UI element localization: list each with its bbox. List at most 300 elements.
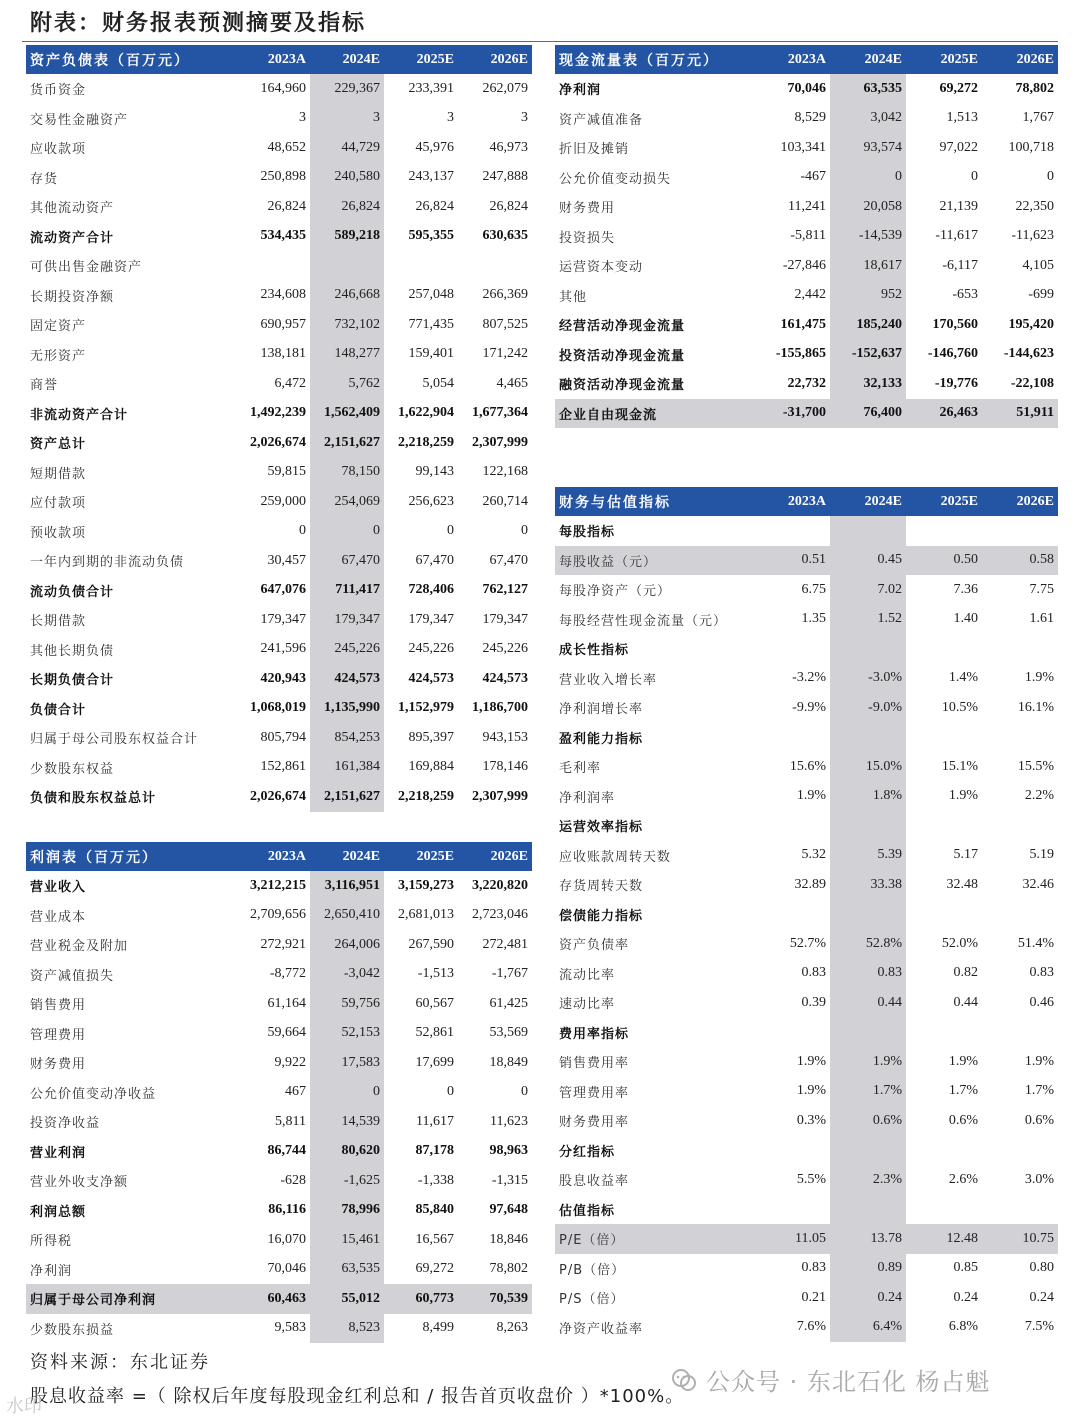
row-label: 营业收入增长率 [559, 672, 658, 688]
cell-value [830, 811, 906, 841]
cell-value: 0.6% [948, 1112, 978, 1128]
cell-value [906, 723, 982, 753]
cell-value [906, 516, 982, 546]
cell-value: -8,772 [269, 966, 306, 982]
row-label: 应收账款周转天数 [559, 849, 672, 865]
cell-value: 0.45 [830, 546, 906, 576]
cell-value: 26,824 [267, 198, 306, 214]
cell-value: 2,650,410 [310, 901, 384, 931]
cell-value: -19,776 [934, 375, 978, 391]
cell-value: 245,226 [408, 641, 454, 657]
table-row [555, 1136, 1058, 1166]
cell-value: -31,700 [754, 399, 830, 429]
cell-value [982, 811, 1058, 841]
cell-value: 30,457 [267, 552, 306, 568]
table-row [26, 222, 532, 252]
table-row [555, 369, 1058, 399]
cell-value: 3 [310, 104, 384, 134]
table-row [555, 1254, 1058, 1284]
cell-value [310, 251, 384, 281]
cell-value: 7.02 [830, 575, 906, 605]
row-label: 流动负债合计 [30, 584, 115, 600]
row-label: 融资活动净现金流量 [559, 378, 686, 394]
cell-value: 70,046 [267, 1261, 306, 1277]
row-label: 营业外收支净额 [30, 1175, 129, 1191]
cell-value: 5.32 [801, 847, 826, 863]
cell-value: 0.6% [1024, 1112, 1054, 1128]
cell-value: -144,623 [1003, 346, 1054, 362]
cash-flow-header [555, 45, 1058, 74]
income-statement-table [26, 842, 532, 1343]
table-row [555, 752, 1058, 782]
header-title: 财务与估值指标 [555, 487, 754, 516]
cell-value: 3,116,951 [310, 871, 384, 901]
cell-value: 1.7% [948, 1083, 978, 1099]
cell-value [754, 811, 830, 841]
cell-value: 690,957 [260, 316, 306, 332]
cell-value: 9,583 [274, 1320, 306, 1336]
cell-value: -9.9% [792, 699, 826, 715]
row-label: 流动资产合计 [30, 230, 115, 246]
cell-value: 0.58 [982, 546, 1058, 576]
cell-value: 67,470 [489, 552, 528, 568]
cell-value: 179,347 [408, 611, 454, 627]
cell-value: 467 [285, 1084, 306, 1100]
cell-value: 169,884 [408, 759, 454, 775]
table-row [26, 192, 532, 222]
cell-value: 8,263 [496, 1320, 528, 1336]
table-row [555, 988, 1058, 1018]
cell-value: 148,277 [310, 340, 384, 370]
row-label: 成长性指标 [559, 643, 630, 659]
financial-indicators-panel [555, 487, 1058, 1342]
cell-value: 97,648 [489, 1202, 528, 1218]
row-label: 销售费用 [30, 998, 87, 1014]
table-row [26, 74, 532, 104]
row-label: 少数股东损益 [30, 1322, 115, 1338]
cell-value: 2.6% [948, 1171, 978, 1187]
row-label: 资产负债率 [559, 938, 630, 954]
table-row [555, 1165, 1058, 1195]
cell-value: -1,338 [417, 1172, 454, 1188]
cell-value: 78,150 [310, 458, 384, 488]
cell-value: 0.21 [801, 1289, 826, 1305]
table-row [26, 163, 532, 193]
cell-value: 103,341 [780, 139, 826, 155]
financial-indicators-header [555, 487, 1058, 516]
cell-value [982, 723, 1058, 753]
cell-value: 86,744 [267, 1143, 306, 1159]
cell-value: 256,623 [408, 493, 454, 509]
cell-value: 943,153 [482, 729, 528, 745]
row-label: 资产减值损失 [30, 968, 115, 984]
cell-value: 16,070 [267, 1231, 306, 1247]
table-row [26, 281, 532, 311]
cell-value [982, 634, 1058, 664]
cell-value: 0.44 [953, 994, 978, 1010]
cell-value: 534,435 [260, 228, 306, 244]
table-row [555, 959, 1058, 989]
row-label: 营业利润 [30, 1145, 87, 1161]
row-label: 财务费用率 [559, 1115, 630, 1131]
cell-value: 1.9% [948, 788, 978, 804]
cell-value: 26,824 [310, 192, 384, 222]
row-label: 估值指标 [559, 1203, 616, 1219]
income-statement-header [26, 842, 532, 871]
cell-value: 246,668 [310, 281, 384, 311]
cell-value: 1.7% [830, 1077, 906, 1107]
cell-value [830, 1195, 906, 1225]
cell-value: 18,849 [489, 1054, 528, 1070]
cell-value: 245,226 [482, 641, 528, 657]
row-label: 管理费用 [30, 1027, 87, 1043]
cell-value [236, 251, 310, 281]
cell-value: 0.6% [830, 1106, 906, 1136]
cell-value: 97,022 [939, 139, 978, 155]
header-year: 2026E [458, 45, 532, 74]
cash-flow-table [555, 45, 1058, 428]
cell-value [906, 1018, 982, 1048]
cell-value: 100,718 [1008, 139, 1054, 155]
table-row [555, 399, 1058, 429]
table-row [555, 1106, 1058, 1136]
cell-value: 1.8% [830, 782, 906, 812]
cell-value: 272,481 [482, 936, 528, 952]
cell-value: 5.19 [1029, 847, 1054, 863]
row-label: 企业自由现金流 [555, 399, 754, 429]
cell-value: 22,732 [787, 375, 826, 391]
cell-value: 0 [1047, 169, 1054, 185]
cell-value: 11,617 [416, 1113, 454, 1129]
cell-value: 17,699 [415, 1054, 454, 1070]
cell-value: 5,054 [422, 375, 454, 391]
table-row [26, 1078, 532, 1108]
cell-value: 0.44 [830, 988, 906, 1018]
row-label: P/B（倍） [559, 1262, 626, 1278]
cell-value: -11,623 [1011, 228, 1054, 244]
cell-value: 1.9% [1024, 670, 1054, 686]
table-row [26, 1255, 532, 1285]
cell-value: 647,076 [260, 582, 306, 598]
row-label: 短期借款 [30, 466, 87, 482]
cell-value: 0 [299, 523, 306, 539]
cell-value: 32.89 [794, 876, 826, 892]
table-row [555, 310, 1058, 340]
cell-value [830, 723, 906, 753]
cell-value: -152,637 [830, 340, 906, 370]
table-row [555, 605, 1058, 635]
table-row [26, 251, 532, 281]
cell-value: 70,539 [458, 1284, 532, 1314]
cell-value: 159,401 [408, 346, 454, 362]
header-title: 现金流量表（百万元） [555, 45, 754, 74]
cell-value [830, 516, 906, 546]
cell-value [754, 1136, 830, 1166]
row-label: 非流动资产合计 [30, 407, 129, 423]
cell-value: 3,042 [830, 104, 906, 134]
cell-value: 0.24 [830, 1283, 906, 1313]
cell-value: 33.38 [830, 870, 906, 900]
cell-value [906, 634, 982, 664]
cell-value: 2,026,674 [250, 434, 306, 450]
corner-watermark: 水印 [6, 1396, 42, 1417]
cell-value: 3 [299, 110, 306, 126]
cell-value: -653 [952, 287, 978, 303]
cell-value: 11,241 [788, 198, 826, 214]
cell-value: 3,159,273 [398, 877, 454, 893]
cell-value [754, 634, 830, 664]
wechat-watermark [670, 1362, 991, 1397]
cell-value: 61,164 [267, 995, 306, 1011]
row-label: 少数股东权益 [30, 761, 115, 777]
cell-value: 1.40 [953, 611, 978, 627]
cell-value: 26,463 [906, 399, 982, 429]
cell-value: 63,535 [830, 74, 906, 104]
cell-value: 22,350 [1015, 198, 1054, 214]
cell-value: 0 [447, 523, 454, 539]
cell-value: 15,461 [310, 1225, 384, 1255]
cell-value: 51.4% [1017, 935, 1054, 951]
cell-value: 257,048 [408, 287, 454, 303]
row-label: 归属于母公司股东权益合计 [30, 732, 199, 748]
cell-value: 11,623 [490, 1113, 528, 1129]
row-label: 投资活动净现金流量 [559, 348, 686, 364]
cell-value [754, 1018, 830, 1048]
cell-value: 1,068,019 [250, 700, 306, 716]
table-row [555, 693, 1058, 723]
table-row [555, 1313, 1058, 1343]
table-row [555, 634, 1058, 664]
table-row [555, 811, 1058, 841]
row-label: 每股收益（元） [555, 546, 754, 576]
cell-value [754, 1195, 830, 1225]
table-row [26, 487, 532, 517]
cell-value: 32,133 [830, 369, 906, 399]
cell-value: 67,470 [415, 552, 454, 568]
cell-value: 69,272 [939, 80, 978, 96]
cell-value: 60,463 [236, 1284, 310, 1314]
row-label: 分红指标 [559, 1144, 616, 1160]
cell-value: 170,560 [932, 316, 978, 332]
cell-value: 7.36 [953, 581, 978, 597]
table-row [555, 1077, 1058, 1107]
cell-value: 1.9% [796, 788, 826, 804]
cell-value: 69,272 [415, 1261, 454, 1277]
header-year: 2023A [754, 45, 830, 74]
cell-value: 9,922 [274, 1054, 306, 1070]
cell-value: -1,513 [417, 966, 454, 982]
row-label: 净利润 [30, 1263, 73, 1279]
cell-value: 8,499 [422, 1320, 454, 1336]
cell-value: 179,347 [482, 611, 528, 627]
cell-value: 0.39 [801, 994, 826, 1010]
cell-value: 1,186,700 [472, 700, 528, 716]
row-label: 预收款项 [30, 525, 87, 541]
cell-value: 264,006 [310, 930, 384, 960]
row-label: 无形资产 [30, 348, 87, 364]
cell-value: 229,367 [310, 74, 384, 104]
cell-value [830, 900, 906, 930]
cell-value: 1.52 [830, 605, 906, 635]
row-label: 应付款项 [30, 496, 87, 512]
table-row [555, 133, 1058, 163]
income-statement-panel [26, 842, 532, 1343]
cell-value: 55,012 [310, 1284, 384, 1314]
cell-value: 805,794 [260, 729, 306, 745]
row-label: 盈利能力指标 [559, 731, 644, 747]
table-row [555, 516, 1058, 546]
cell-value: 243,137 [408, 169, 454, 185]
cell-value: 1,152,979 [398, 700, 454, 716]
cell-value: 1,562,409 [310, 399, 384, 429]
cell-value: 59,756 [310, 989, 384, 1019]
row-label: P/S（倍） [559, 1292, 625, 1308]
row-label: 投资净收益 [30, 1116, 101, 1132]
cell-value [830, 634, 906, 664]
dividend-yield-note: 股息收益率 =（ 除权后年度每股现金红利总和 / 报告首页收盘价 ）*100%。 [30, 1386, 685, 1407]
cell-value: 424,573 [482, 670, 528, 686]
row-label: 毛利率 [559, 761, 602, 777]
cell-value: 195,420 [1008, 316, 1054, 332]
cell-value: 0.24 [953, 1289, 978, 1305]
header-year: 2025E [384, 842, 458, 871]
cell-value: 5.5% [796, 1171, 826, 1187]
financial-indicators-table [555, 487, 1058, 1342]
cell-value: 16,567 [415, 1231, 454, 1247]
row-label: 销售费用率 [559, 1056, 630, 1072]
cell-value: 3,212,215 [250, 877, 306, 893]
cell-value: 2,218,259 [398, 788, 454, 804]
cell-value: 424,573 [408, 670, 454, 686]
cell-value: 45,976 [415, 139, 454, 155]
table-row [555, 1224, 1058, 1254]
cell-value: 26,824 [489, 198, 528, 214]
cell-value: -467 [800, 169, 826, 185]
cell-value: 98,963 [489, 1143, 528, 1159]
row-label: 折旧及摊销 [559, 142, 630, 158]
cell-value: 272,921 [260, 936, 306, 952]
table-row [555, 929, 1058, 959]
table-row [555, 900, 1058, 930]
table-row [26, 1048, 532, 1078]
cell-value: 2,026,674 [250, 788, 306, 804]
cell-value: 78,996 [310, 1196, 384, 1226]
table-row [26, 1196, 532, 1226]
cell-value: 52.7% [789, 935, 826, 951]
row-label: 存货周转天数 [559, 879, 644, 895]
cell-value: 21,139 [939, 198, 978, 214]
cell-value: -1,767 [491, 966, 528, 982]
cell-value: 179,347 [260, 611, 306, 627]
row-label: 费用率指标 [559, 1026, 630, 1042]
cell-value: 161,475 [780, 316, 826, 332]
cash-flow-body [555, 74, 1058, 428]
cell-value: 52.8% [830, 929, 906, 959]
row-label: 归属于母公司净利润 [26, 1284, 236, 1314]
row-label: 营业成本 [30, 909, 87, 925]
header-year: 2026E [982, 487, 1058, 516]
cell-value: 18,617 [830, 251, 906, 281]
cell-value: 2,151,627 [310, 782, 384, 812]
title-rule [22, 41, 1058, 42]
cell-value: 46,973 [489, 139, 528, 155]
cell-value: 762,127 [482, 582, 528, 598]
row-label: 每股经营性现金流量（元） [559, 613, 728, 629]
cell-value: 138,181 [260, 346, 306, 362]
cell-value: 10.5% [941, 699, 978, 715]
row-label: 净利润率 [559, 790, 616, 806]
header-year: 2025E [906, 45, 982, 74]
cell-value: 7.75 [1029, 581, 1054, 597]
row-label: 每股净资产（元） [559, 584, 672, 600]
cell-value: 15.6% [789, 758, 826, 774]
row-label: 净资产收益率 [559, 1321, 644, 1337]
cell-value: 895,397 [408, 729, 454, 745]
cell-value: 1.7% [1024, 1083, 1054, 1099]
cell-value: 0 [971, 169, 978, 185]
table-row [26, 546, 532, 576]
header-year: 2023A [236, 45, 310, 74]
cell-value: 267,590 [408, 936, 454, 952]
cell-value: 59,664 [267, 1025, 306, 1041]
row-label: 商誉 [30, 378, 59, 394]
table-row [555, 222, 1058, 252]
header-year: 2024E [830, 45, 906, 74]
cell-value: 178,146 [482, 759, 528, 775]
cell-value: 0 [521, 1084, 528, 1100]
cell-value: 93,574 [830, 133, 906, 163]
cell-value: 15.1% [941, 758, 978, 774]
cell-value: 26,824 [415, 198, 454, 214]
cell-value: 86,116 [268, 1202, 306, 1218]
table-row [26, 458, 532, 488]
cell-value [982, 516, 1058, 546]
table-row [26, 1225, 532, 1255]
cell-value: 171,242 [482, 346, 528, 362]
cell-value: -27,846 [782, 257, 826, 273]
table-row [555, 340, 1058, 370]
cell-value: 0.50 [906, 546, 982, 576]
row-label: 净利润 [559, 83, 602, 99]
cell-value: 732,102 [310, 310, 384, 340]
row-label: 经营活动净现金流量 [559, 319, 686, 335]
cell-value: 250,898 [260, 169, 306, 185]
row-label: 长期负债合计 [30, 673, 115, 689]
table-row [555, 74, 1058, 104]
cell-value: 0.83 [801, 965, 826, 981]
cell-value: 1,492,239 [250, 405, 306, 421]
cell-value: -5,811 [790, 228, 826, 244]
row-label: 长期投资净额 [30, 289, 115, 305]
cell-value: 76,400 [830, 399, 906, 429]
cell-value: 854,253 [310, 723, 384, 753]
table-row [26, 694, 532, 724]
cell-value: -22,108 [1010, 375, 1054, 391]
cell-value: 7.5% [1024, 1319, 1054, 1335]
cell-value: 3 [521, 110, 528, 126]
cell-value: 8,523 [310, 1314, 384, 1344]
cell-value: 61,425 [489, 995, 528, 1011]
table-row [555, 782, 1058, 812]
cell-value [384, 251, 458, 281]
cell-value [982, 1018, 1058, 1048]
cell-value: 78,802 [489, 1261, 528, 1277]
row-label: 负债合计 [30, 702, 87, 718]
cell-value: 2,307,999 [472, 788, 528, 804]
row-label: 流动比率 [559, 967, 616, 983]
cell-value: 3,220,820 [472, 877, 528, 893]
page-title: 附表：财务报表预测摘要及指标 [30, 11, 367, 36]
